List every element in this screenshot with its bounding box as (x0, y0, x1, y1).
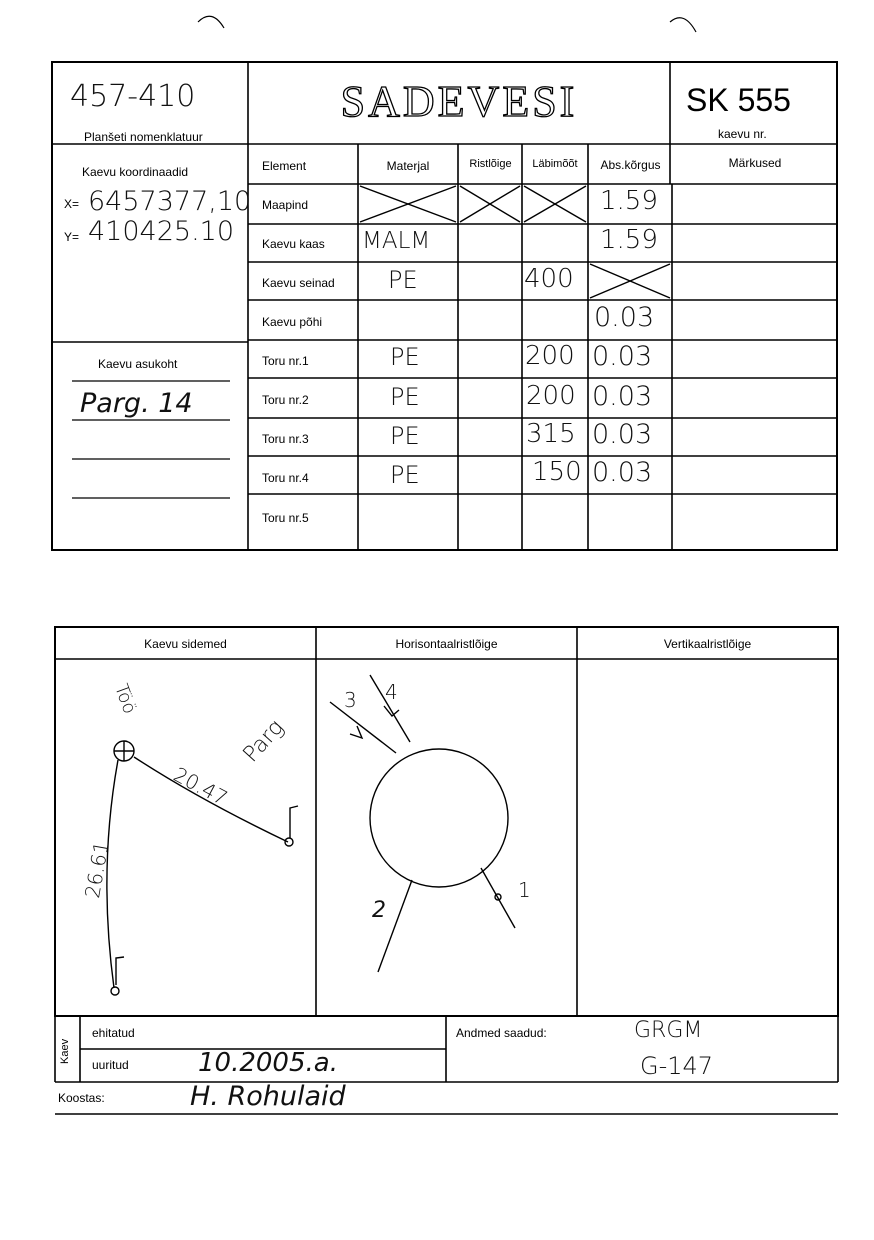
cell-abs-height: 0.03 (592, 419, 653, 450)
x-prefix: X= (64, 197, 80, 211)
connection-distance-2: 26.61 (80, 839, 114, 900)
footer-side-label: Kaev (59, 1038, 71, 1064)
column-header-abs-height: Abs.kõrgus (600, 158, 661, 172)
cell-material: PE (390, 343, 420, 371)
cell-abs-height: 0.03 (594, 302, 655, 333)
row-element-label: Toru nr.5 (262, 511, 309, 525)
connection-distance-1: 20.47 (169, 762, 232, 811)
connection-label-work: Töö (110, 681, 141, 717)
sketch-header-vertical: Vertikaalristlõige (663, 637, 752, 651)
cell-abs-height: 0.03 (592, 341, 653, 372)
nomenclature-value: 457-410 (70, 79, 196, 114)
surveyed-label: uuritud (92, 1058, 129, 1072)
y-coordinate-value: 410425.10 (88, 216, 235, 247)
column-header-cross-section: Ristlõige (469, 158, 512, 170)
row-element-label: Maapind (262, 198, 309, 212)
row-element-label: Toru nr.3 (262, 432, 309, 446)
well-number-label: kaevu nr. (718, 127, 767, 141)
column-header-notes: Märkused (728, 156, 782, 170)
data-received-label: Andmed saadud: (456, 1026, 547, 1040)
cell-abs-height: 0.03 (592, 381, 653, 412)
row-element-label: Kaevu kaas (262, 237, 325, 251)
cell-material: PE (390, 422, 420, 450)
cell-diameter: 400 (524, 264, 574, 294)
built-label: ehitatud (92, 1026, 135, 1040)
horizontal-section-sketch (330, 675, 515, 972)
pipe-label-4: 4 (385, 680, 398, 704)
row-element-label: Kaevu seinad (262, 276, 335, 290)
compiled-label: Koostas: (58, 1091, 105, 1105)
cell-abs-height: 1.59 (600, 186, 658, 216)
data-received-value-1: GRGM (634, 1018, 703, 1043)
cell-diameter: 200 (526, 381, 576, 411)
cell-abs-height: 0.03 (592, 457, 653, 488)
cell-material: PE (390, 461, 420, 489)
sketch-header-connections: Kaevu sidemed (144, 637, 227, 651)
row-element-label: Toru nr.1 (262, 354, 309, 368)
sketch-header-horizontal: Horisontaalristlõige (395, 637, 498, 651)
cell-diameter: 200 (525, 341, 575, 371)
surveyed-value: 10.2005.a. (198, 1048, 338, 1078)
punch-hole-right (670, 18, 696, 32)
form-title: SADEVESI (340, 77, 578, 126)
cell-diameter: 315 (526, 419, 576, 449)
row-element-label: Kaevu põhi (262, 315, 323, 329)
nomenclature-label: Planšeti nomenklatuur (84, 130, 203, 144)
cell-material: PE (388, 266, 418, 294)
punch-hole-left (198, 16, 224, 28)
row-element-label: Toru nr.2 (262, 393, 309, 407)
data-received-value-2: G-147 (640, 1052, 714, 1080)
x-coordinate-value: 6457377,10 (88, 186, 252, 217)
location-label: Kaevu asukoht (98, 357, 178, 371)
coordinates-label: Kaevu koordinaadid (82, 165, 189, 179)
pipe-label-1: 1 (518, 878, 531, 902)
location-value: Parg. 14 (80, 388, 193, 419)
cell-abs-height: 1.59 (600, 225, 658, 255)
cell-diameter: 150 (532, 457, 582, 487)
column-header-diameter: Läbimõõt (532, 158, 578, 170)
compiled-value: H. Rohulaid (190, 1081, 346, 1112)
column-header-element: Element (262, 159, 307, 173)
pipe-label-3: 3 (344, 688, 357, 712)
cell-material: PE (390, 383, 420, 411)
cell-material: MALM (362, 228, 431, 254)
row-element-label: Toru nr.4 (262, 471, 309, 485)
connection-label-park: Parg (238, 715, 289, 768)
y-prefix: Y= (64, 230, 80, 244)
well-number-value: SK 555 (686, 82, 791, 118)
pipe-label-2: 2 (372, 898, 386, 923)
column-header-material: Materjal (386, 159, 430, 173)
